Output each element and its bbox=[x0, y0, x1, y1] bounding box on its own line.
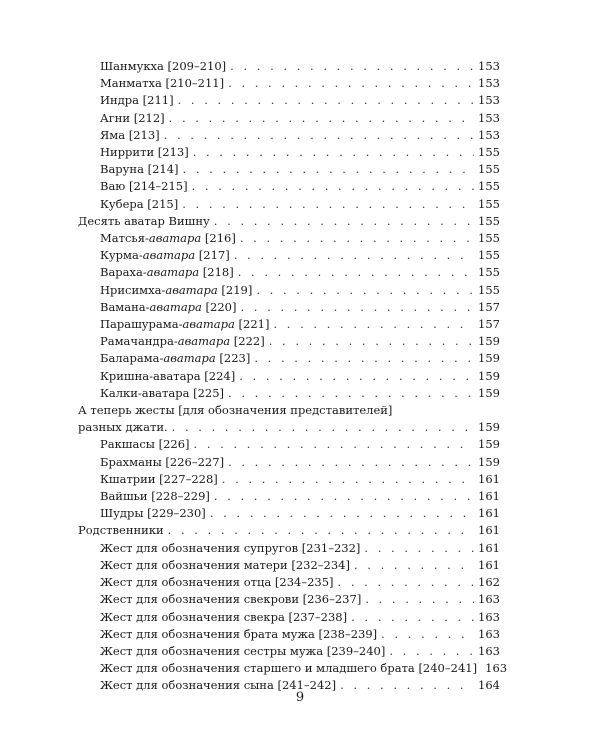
toc-entry-page: 153 bbox=[478, 93, 500, 108]
toc-entry-page: 155 bbox=[478, 282, 500, 297]
toc-entry bbox=[78, 178, 500, 195]
dot-leader bbox=[193, 144, 474, 161]
dot-leader bbox=[256, 282, 474, 299]
toc-entry bbox=[78, 230, 500, 247]
dot-leader bbox=[182, 196, 474, 213]
toc-section-entry bbox=[78, 213, 500, 230]
toc-entry-page: 153 bbox=[478, 59, 500, 73]
toc-entry bbox=[78, 247, 500, 264]
toc-entry-page: 157 bbox=[478, 317, 500, 332]
toc-entry-page: 155 bbox=[478, 231, 500, 246]
toc-entry-title: Десять аватар Вишну bbox=[78, 213, 210, 228]
toc-entry-page: 153 bbox=[478, 110, 500, 125]
toc-entry-page: 161 bbox=[478, 489, 500, 504]
table-of-contents bbox=[78, 58, 508, 695]
toc-entry bbox=[78, 127, 500, 144]
toc-entry-title: Вараха-аватара [218] bbox=[100, 265, 234, 280]
toc-entry bbox=[78, 557, 500, 574]
toc-entry-page: 159 bbox=[478, 334, 500, 349]
toc-entry-title: Шанмукха [209–210] bbox=[100, 59, 227, 73]
toc-entry-title: Кришна-аватара [224] bbox=[100, 368, 236, 383]
dot-leader bbox=[183, 161, 474, 178]
dot-leader bbox=[230, 58, 474, 75]
dot-leader bbox=[168, 522, 474, 539]
toc-section-entry bbox=[78, 419, 500, 436]
toc-entry-title: Ниррити [213] bbox=[100, 145, 189, 160]
toc-entry bbox=[78, 574, 500, 591]
toc-entry-page: 163 bbox=[485, 661, 508, 676]
dot-leader bbox=[164, 127, 474, 144]
toc-entry bbox=[78, 505, 500, 522]
toc-entry bbox=[78, 264, 500, 281]
toc-entry-title: Манматха [210–211] bbox=[100, 76, 225, 91]
toc-entry-page: 153 bbox=[478, 127, 500, 142]
dot-leader bbox=[194, 436, 474, 453]
toc-entry-title: Нрисимха-аватара [219] bbox=[100, 282, 253, 297]
toc-entry-title: Жест для обозначения свекрови [236–237] bbox=[100, 592, 362, 607]
toc-entry-title: Рамачандра-аватара [222] bbox=[100, 334, 265, 349]
toc-entry-page: 155 bbox=[478, 213, 500, 228]
toc-entry-title: Жест для обозначения отца [234–235] bbox=[100, 575, 334, 590]
dot-leader bbox=[210, 505, 474, 522]
toc-entry-page: 155 bbox=[478, 179, 500, 194]
toc-entry-title: Шудры [229–230] bbox=[100, 506, 206, 521]
toc-entry-page: 159 bbox=[478, 437, 500, 452]
dot-leader bbox=[351, 609, 474, 626]
toc-section-entry bbox=[78, 522, 500, 539]
toc-entry-page: 159 bbox=[478, 368, 500, 383]
toc-entry-page: 163 bbox=[478, 626, 500, 641]
dot-leader bbox=[169, 110, 474, 127]
toc-entry bbox=[78, 161, 500, 178]
dot-leader bbox=[214, 213, 474, 230]
dot-leader bbox=[214, 488, 474, 505]
toc-entry bbox=[78, 488, 500, 505]
dot-leader bbox=[273, 316, 474, 333]
toc-entry bbox=[78, 385, 500, 402]
toc-entry bbox=[78, 591, 500, 608]
toc-entry-title: Вамана-аватара [220] bbox=[100, 299, 237, 314]
toc-entry bbox=[78, 333, 500, 350]
toc-entry-page: 161 bbox=[478, 506, 500, 521]
toc-entry bbox=[78, 316, 500, 333]
toc-entry bbox=[78, 350, 500, 367]
toc-entry bbox=[78, 299, 500, 316]
toc-entry-title: Баларама-аватара [223] bbox=[100, 351, 251, 366]
toc-entry-page: 161 bbox=[478, 540, 500, 555]
toc-entry bbox=[78, 643, 500, 660]
toc-entry-page: 155 bbox=[478, 145, 500, 160]
toc-entry-title: Жест для обозначения сына [241–242] bbox=[100, 678, 337, 693]
toc-entry-title: Жест для обозначения сестры мужа [239–240] bbox=[100, 643, 386, 658]
toc-entry-page: 163 bbox=[478, 592, 500, 607]
dot-leader bbox=[269, 333, 474, 350]
dot-leader bbox=[354, 557, 474, 574]
dot-leader bbox=[192, 178, 474, 195]
dot-leader bbox=[389, 643, 474, 660]
toc-entry-title: Варуна [214] bbox=[100, 162, 179, 177]
toc-entry bbox=[78, 282, 500, 299]
toc-entry-page: 159 bbox=[478, 420, 500, 435]
toc-entry-page: 159 bbox=[478, 351, 500, 366]
dot-leader bbox=[381, 626, 474, 643]
toc-entry-page: 153 bbox=[478, 76, 500, 91]
toc-entry-page: 155 bbox=[478, 265, 500, 280]
toc-entry-title: Парашурама-аватара [221] bbox=[100, 317, 270, 332]
toc-entry bbox=[78, 660, 508, 677]
toc-entry-title: Ракшасы [226] bbox=[100, 437, 190, 452]
toc-entry-page: 161 bbox=[478, 557, 500, 572]
toc-entry bbox=[78, 368, 500, 385]
toc-entry-title: Индра [211] bbox=[100, 93, 174, 108]
toc-entry bbox=[78, 58, 500, 75]
toc-entry-title: разных джати. bbox=[78, 420, 168, 435]
toc-entry-title: Вайшьи [228–229] bbox=[100, 489, 210, 504]
dot-leader bbox=[364, 540, 474, 557]
dot-leader bbox=[228, 385, 474, 402]
toc-entry bbox=[78, 144, 500, 161]
toc-entry bbox=[78, 454, 500, 471]
dot-leader bbox=[240, 230, 474, 247]
toc-entry-page: 159 bbox=[478, 454, 500, 469]
dot-leader bbox=[228, 75, 474, 92]
dot-leader bbox=[228, 454, 474, 471]
dot-leader bbox=[338, 574, 474, 591]
dot-leader bbox=[241, 299, 475, 316]
page-number: 9 bbox=[295, 690, 305, 705]
toc-entry-title: Кубера [215] bbox=[100, 196, 179, 211]
toc-entry-title: Ваю [214–215] bbox=[100, 179, 188, 194]
dot-leader bbox=[234, 247, 474, 264]
toc-entry-title: Жест для обозначения свекра [237–238] bbox=[100, 609, 348, 624]
toc-entry bbox=[78, 540, 500, 557]
toc-entry-page: 159 bbox=[478, 385, 500, 400]
toc-entry-page: 155 bbox=[478, 248, 500, 263]
toc-entry-title: Агни [212] bbox=[100, 110, 165, 125]
toc-entry-page: 155 bbox=[478, 162, 500, 177]
toc-entry-page: 155 bbox=[478, 196, 500, 211]
dot-leader bbox=[222, 471, 474, 488]
toc-entry-page: 157 bbox=[478, 299, 500, 314]
toc-entry-title: Кшатрии [227–228] bbox=[100, 471, 218, 486]
toc-entry bbox=[78, 436, 500, 453]
toc-entry bbox=[78, 471, 500, 488]
toc-entry-title: Родственники bbox=[78, 523, 164, 538]
toc-entry bbox=[78, 609, 500, 626]
dot-leader bbox=[254, 350, 474, 367]
toc-entry-title: Жест для обозначения матери [232–234] bbox=[100, 557, 350, 572]
dot-leader bbox=[172, 419, 474, 436]
toc-entry-title: Яма [213] bbox=[100, 127, 160, 142]
toc-entry-page: 163 bbox=[478, 643, 500, 658]
toc-entry bbox=[78, 110, 500, 127]
toc-entry bbox=[78, 196, 500, 213]
toc-entry-title: Матсья-аватара [216] bbox=[100, 231, 236, 246]
toc-entry-title: Курма-аватара [217] bbox=[100, 248, 230, 263]
toc-entry bbox=[78, 75, 500, 92]
toc-entry-title: Жест для обозначения старшего и младшего брата [240–241] bbox=[100, 661, 478, 676]
toc-entry-page: 161 bbox=[478, 471, 500, 486]
dot-leader bbox=[178, 92, 474, 109]
toc-entry bbox=[78, 92, 500, 109]
toc-entry-page: 162 bbox=[478, 575, 500, 590]
toc-entry-first-line bbox=[78, 402, 500, 419]
toc-entry-title: А теперь жесты [для обозначения представителей] bbox=[78, 403, 393, 418]
toc-entry-page: 161 bbox=[478, 523, 500, 538]
dot-leader bbox=[365, 591, 474, 608]
toc-entry-title: Жест для обозначения супругов [231–232] bbox=[100, 540, 361, 555]
toc-entry-title: Брахманы [226–227] bbox=[100, 454, 225, 469]
toc-entry bbox=[78, 626, 500, 643]
toc-entry-title: Жест для обозначения брата мужа [238–239] bbox=[100, 626, 378, 641]
dot-leader bbox=[239, 368, 474, 385]
dot-leader bbox=[238, 264, 474, 281]
toc-entry-page: 164 bbox=[478, 678, 500, 693]
toc-entry-page: 163 bbox=[478, 609, 500, 624]
toc-entry-title: Калки-аватара [225] bbox=[100, 385, 225, 400]
